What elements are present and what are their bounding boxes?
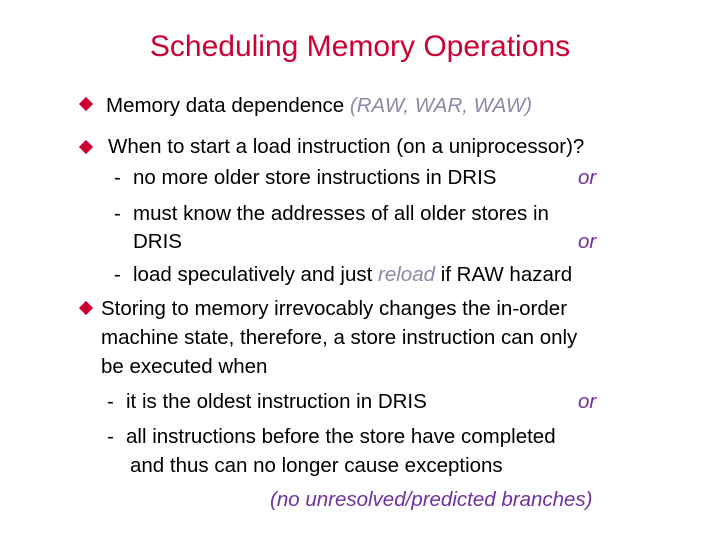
bullet-icon	[79, 140, 93, 154]
or-2: or	[578, 230, 597, 253]
sub-all-completed-l1: all instructions before the store have completed	[126, 425, 556, 448]
sub-no-older-stores: no more older store instructions in DRIS	[133, 166, 497, 189]
bullet-storing-l2: machine state, therefore, a store instruction can only	[101, 326, 578, 349]
dash: -	[114, 202, 121, 225]
memory-dependence-text: Memory data dependence	[106, 94, 350, 117]
sub-know-addresses: must know the addresses of all older stores in	[133, 202, 549, 225]
note-no-unresolved-branches: (no unresolved/predicted branches)	[270, 488, 593, 511]
raw-war-waw: (RAW, WAR, WAW)	[349, 94, 533, 117]
dash: -	[107, 425, 114, 448]
or-3: or	[578, 390, 597, 413]
bullet-storing-l3: be executed when	[101, 355, 268, 378]
sub-all-completed-l2: and thus can no longer cause exceptions	[130, 454, 503, 477]
bullet-icon	[79, 97, 93, 111]
sub-know-addresses-cont: DRIS	[133, 230, 182, 253]
dash: -	[107, 390, 114, 413]
bullet-storing-l1: Storing to memory irrevocably changes the in-order	[101, 297, 568, 320]
dash: -	[114, 166, 121, 189]
bullet-memory-dependence	[106, 94, 532, 118]
sub-oldest-instruction: it is the oldest instruction in DRIS	[126, 390, 427, 413]
bullet-icon	[79, 301, 93, 315]
or-1: or	[578, 166, 597, 189]
dash: -	[114, 263, 121, 286]
bullet-load-start: When to start a load instruction (on a uniprocessor)?	[108, 135, 585, 158]
reload-word: reload	[378, 263, 436, 286]
speculative-pre: load speculatively and just	[133, 263, 379, 286]
sub-load-speculatively	[133, 263, 572, 287]
slide-title: Scheduling Memory Operations	[149, 30, 571, 63]
speculative-post: if RAW hazard	[435, 263, 573, 286]
